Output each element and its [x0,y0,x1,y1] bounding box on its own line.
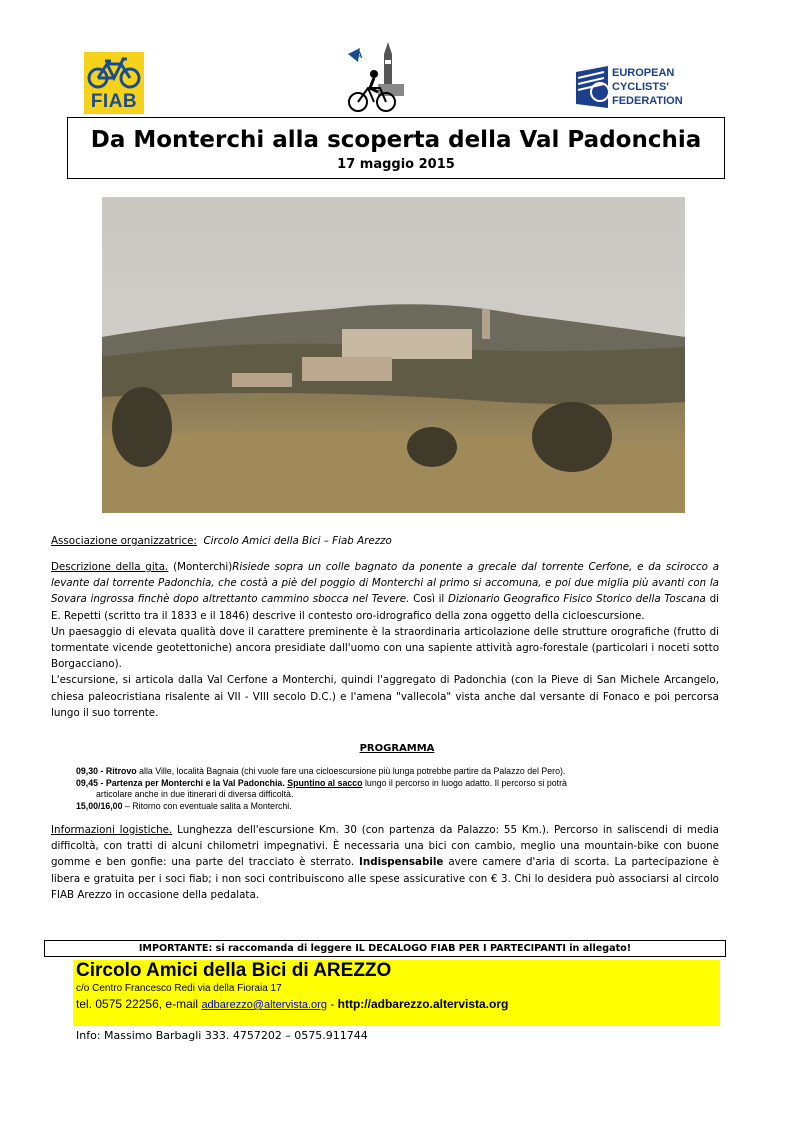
programma-heading: PROGRAMMA [359,743,435,754]
ecf-emblem-icon [574,64,610,110]
description: Descrizione della gita. (Monterchi)Risiede sopra un colle bagnato da ponente a grecale dal torrente Cerfone, e da scirocco a levante dal torrente Padonchia, che costà a piè del poggio di Monterchi al primo si accomuna, e poi due miglia più avanti con la Sovara ingrossa finchè dopo altrettanto cammino sbocca nel Tevere. Così il Dizionario Geografico Fisico Storico della Toscana di E. Repetti (scritto tra il 1833 e il 1846) descrive il contesto oro-idrografico della zona oggetto della cicloescursione. Un paesaggio di elevata qualità dove il carattere preminente è la straordinaria articolazione delle strutture orografiche (frutto di tormentate vicende geotettoniche) ancora presidiate dall'uomo con una sapiente attività agro-forestale (particolari i noceti sotto Borgacciano). L'escursione, si articola dalla Val Cerfone a Monterchi, quindi l'aggregato di Padonchia (con la Pieve di San Michele Arcangelo, chiesa paleocristiana risalente ai VII - VIII secolo D.C.) e l'amena "vallecola" vista anche dal versante di Fonaco e poi percorsa lungo il suo torrente. [51,561,720,719]
association-label: Associazione organizzatrice: [51,535,197,547]
ecf-logo [574,64,714,112]
event-date: 17 maggio 2015 [337,157,455,172]
club-contact: tel. 0575 22256, e-mail adbarezzo@altervista.org - http://adbarezzo.altervista.org [76,997,509,1011]
email-link[interactable]: adbarezzo@altervista.org [201,999,327,1011]
description-label: Descrizione della gita. [51,561,169,573]
club-logo [344,40,410,116]
programma-item: 09,45 - Partenza per Monterchi e la Val Padonchia. Spuntino al sacco lungo il percorso in luogo adatto. Il percorso si potrà articolare anche in due itinerari di diversa difficoltà. [76,778,567,799]
fiab-logo [84,52,144,114]
description-quote: Risiede sopra un colle bagnato da ponente a grecale dal torrente Cerfone, e da scirocco a levante dal torrente Padonchia, che costà a piè del poggio di Monterchi al primo si accomuna, e poi due miglia più avanti con la Sovara ingrossa finchè dopo altrettanto cammino sbocca nel Tevere. [51,561,720,606]
landscape-photo [102,197,685,513]
ecf-logo-text: EUROPEAN CYCLISTS' FEDERATION [612,67,683,107]
association-value: Circolo Amici della Bici – Fiab Arezzo [203,535,392,547]
important-notice: IMPORTANTE: si raccomanda di leggere IL DECALOGO FIAB PER I PARTECIPANTI in allegato! [44,940,726,957]
book-title: Dizionario Geografico Fisico Storico della Toscana [448,593,706,606]
page-title: Da Monterchi alla scoperta della Val Padonchia [90,127,702,153]
club-name: Circolo Amici della Bici di AREZZO [76,960,392,981]
description-p2: Un paesaggio di elevata qualità dove il carattere preminente è la straordinaria articolazione delle strutture orografiche (frutto di tormentate vicende geotettoniche) ancora presidiate dall'uomo con una sapiente attività agro-forestale (particolari i noceti sotto Borgacciano). [51,625,719,671]
programma-item: 15,00/16,00 – Ritorno con eventuale salita a Monterchi. [76,801,292,811]
fiab-logo-text: FIAB [90,91,138,112]
club-address: c/o Centro Francesco Redi via della Fioraia 17 [76,983,282,994]
website-link[interactable]: http://adbarezzo.altervista.org [337,997,509,1011]
programma-item: 09,30 - Ritrovo alla Ville, località Bagnaia (chi vuole fare una cicloescursione più lunga potrebbe partire da Palazzo del Pero). [76,766,566,776]
association-line [51,533,719,549]
svg-text:A: A [356,50,363,60]
title-box [67,117,725,179]
logistics-label: Informazioni logistiche. [51,824,173,836]
logistics: Informazioni logistiche. Lunghezza dell'escursione Km. 30 (con partenza da Palazzo: 55 Km.). Percorso in saliscendi di media difficoltà, con tratti di alcuni chilometri impegnativi. È necessaria una bici con cambio, meglio una mountain-bike con buone gomme e ben gonfie: una parte del tracciato è sterrato. Indispensabile avere camere d'aria di scorta. La partecipazione è libera e gratuita per i soci fiab; i non soci contribuiscono alle spese assicurative con € 3. Chi lo desidera può associarsi al circolo FIAB Arezzo in occasione della pedalata. [51,824,719,901]
contact-info: Info: Massimo Barbagli 333. 4757202 – 0575.911744 [76,1029,368,1042]
description-p3: L'escursione, si articola dalla Val Cerfone a Monterchi, quindi l'aggregato di Padonchia (con la Pieve di San Michele Arcangelo, chiesa paleocristiana risalente ai VII - VIII secolo D.C.) e l'amena "vallecola" vista anche dal versante di Fonaco e poi percorsa lungo il suo torrente. [51,674,719,719]
bicycle-icon [87,56,141,90]
